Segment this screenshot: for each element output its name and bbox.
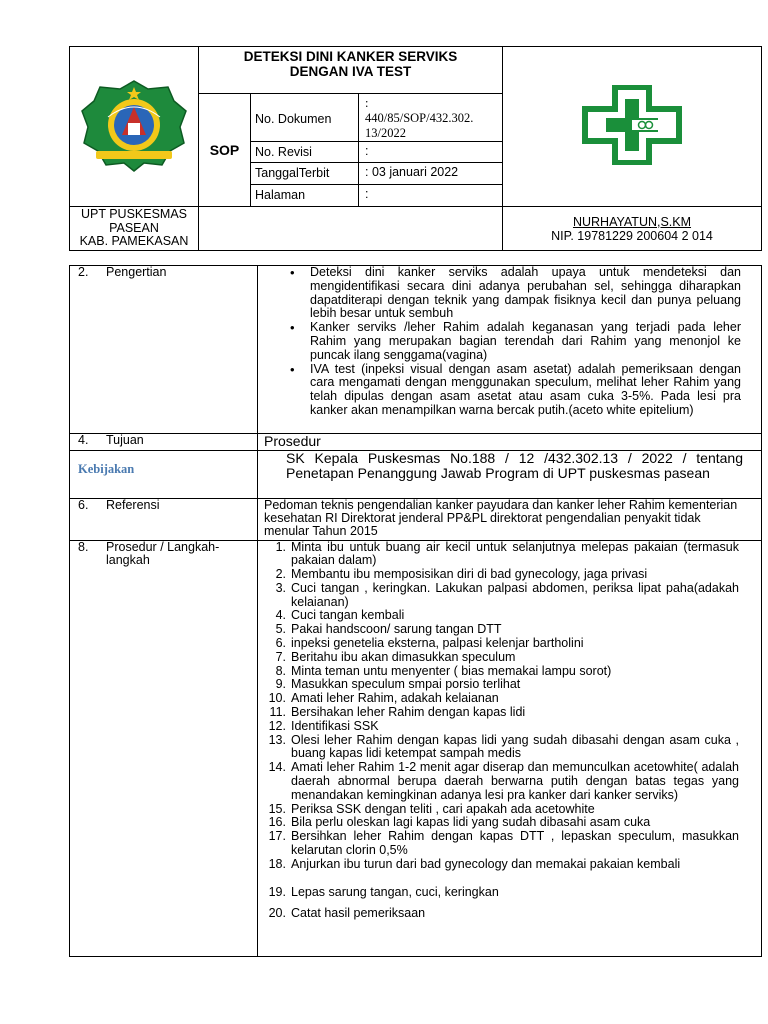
step-text: Olesi leher Rahim dengan kapas lidi yang sudah dibasahi dengan asam cuka , buang kapas lidi ketempat sampah medis	[291, 732, 739, 761]
list-item	[258, 541, 739, 569]
sop-header-table	[69, 46, 762, 251]
step-text: Anjurkan ibu turun dari bad gynecology dan memakai pakaian kembali	[291, 856, 681, 871]
list-item: • IVA test (inpeksi visual dengan asam asetat) adalah pemeriksaan dengan cara mengamati dengan menggunakan speculum, melihat leher Rahim yang telah dipulas dengan asam asetat atau asam cuka 3-5%. Pada lesi pra kanker akan menampilkan warna bercak putih.(aceto white epitelium)	[310, 363, 741, 418]
title-line-2: DENGAN IVA TEST	[289, 64, 412, 79]
signer-block	[503, 207, 762, 251]
step-text: Amati leher Rahim 1-2 menit agar diserap dan memunculkan acetowhite( adalah daerah abnormal berupa daerah berwarna putih dengan batas tegas yang menandakan kemingkinan adanya lesi pra kanker dari kanker serviks)	[291, 760, 739, 802]
prosedur-content	[258, 540, 762, 956]
title-line-1: DETEKSI DINI KANKER SERVIKS	[243, 49, 458, 64]
row-referensi	[70, 498, 762, 540]
sop-body-table	[69, 265, 762, 957]
list-item: • Deteksi dini kanker serviks adalah upaya untuk mendeteksi dan mengidentifikasi secara dini adanya perubahan sel, sehingga diharapkan dapatditerapi dengan teknik yang dampak fisiknya kecil dan punya peluang lebih besar untuk sembuh	[310, 266, 741, 321]
step-number: 6.	[275, 636, 286, 651]
step-number: 9.	[275, 677, 286, 692]
list-item	[258, 803, 739, 817]
step-number: 8.	[275, 663, 286, 678]
step-text: Minta teman untu menyenter ( bias memakai lampu sorot)	[291, 663, 612, 678]
section-number: 2.	[78, 265, 89, 279]
list-item	[258, 623, 739, 637]
right-logo-cell	[503, 47, 762, 207]
step-text: Pakai handscoon/ sarung tangan DTT	[291, 622, 502, 637]
revision-value: :	[359, 142, 503, 163]
signer-nip: NIP. 19781229 200604 2 014	[551, 228, 713, 243]
tujuan-content: Prosedur	[258, 434, 762, 451]
step-number: 2.	[275, 567, 286, 582]
signer-name: NURHAYATUN,S.KM	[572, 214, 692, 229]
step-number: 13.	[268, 732, 286, 747]
step-text: Bila perlu oleskan lagi kapas lidi yang sudah dibasahi asam cuka	[291, 815, 651, 830]
row-prosedur	[70, 540, 762, 956]
step-text: Lepas sarung tangan, cuci, keringkan	[291, 884, 499, 899]
section-number: 6.	[78, 497, 89, 512]
issue-date-value: : 03 januari 2022	[359, 163, 503, 185]
step-text: inpeksi genetelia eksterna, palpasi kelenjar bartholini	[291, 636, 584, 651]
organization-name: UPT PUSKESMAS PASEAN KAB. PAMEKASAN	[70, 207, 199, 251]
list-item	[258, 761, 739, 802]
step-number: 12.	[268, 718, 286, 733]
step-text: Bersihkan leher Rahim dengan kapas DTT , lepaskan speculum, masukkan kelarutan clorin 0,5%	[291, 829, 739, 858]
step-number: 18.	[268, 856, 286, 871]
regency-seal-icon	[78, 77, 190, 173]
step-number: 10.	[268, 691, 286, 706]
document-title	[199, 47, 503, 94]
section-number: 4.	[78, 433, 89, 447]
doc-number-label: No. Dokumen	[251, 94, 359, 142]
list-item	[258, 720, 739, 734]
list-item	[258, 692, 739, 706]
row-kebijakan	[70, 450, 762, 498]
section-label: Referensi	[106, 497, 160, 512]
step-text: Identifikasi SSK	[291, 718, 379, 733]
list-item	[258, 582, 739, 610]
step-text: Minta ibu untuk buang air kecil untuk selanjutnya melepas pakaian (termasuk pakaian dalam)	[291, 539, 739, 568]
list-item	[258, 665, 739, 679]
list-item	[258, 886, 739, 900]
pengertian-content	[258, 266, 762, 434]
section-label: Prosedur / Langkah-langkah	[106, 539, 220, 568]
step-number: 19.	[268, 884, 286, 899]
step-text: Masukkan speculum smpai porsio terlihat	[291, 677, 521, 692]
list-item	[258, 706, 739, 720]
step-text: Periksa SSK dengan teliti , cari apakah ada acetowhite	[291, 801, 595, 816]
step-number: 1.	[275, 539, 286, 554]
list-item	[258, 734, 739, 762]
step-text: Bersihakan leher Rahim dengan kapas lidi	[291, 705, 526, 720]
step-text: Catat hasil pemeriksaan	[291, 906, 426, 921]
step-text: Cuci tangan kembali	[291, 608, 405, 623]
revision-label: No. Revisi	[251, 142, 359, 163]
step-number: 3.	[275, 580, 286, 595]
step-text: Amati leher Rahim, adakah kelaianan	[291, 691, 499, 706]
step-number: 20.	[268, 906, 286, 921]
list-item	[258, 830, 739, 858]
list-item	[258, 678, 739, 692]
page-value: :	[359, 185, 503, 207]
kebijakan-content: SK Kepala Puskesmas No.188 / 12 /432.302.13 / 2022 / tentang Penetapan Penanggung Jawab Program di UPT puskesmas pasean	[258, 450, 762, 498]
blank-signature-area	[199, 207, 503, 251]
list-item	[258, 637, 739, 651]
doc-number-value: : 440/85/SOP/432.302. 13/2022	[359, 94, 503, 142]
list-item	[258, 651, 739, 665]
sop-label: SOP	[199, 94, 251, 207]
list-item	[258, 907, 739, 921]
step-number: 5.	[275, 622, 286, 637]
step-number: 7.	[275, 649, 286, 664]
row-pengertian	[70, 266, 762, 434]
step-number: 11.	[269, 705, 286, 720]
left-logo-cell	[70, 47, 199, 207]
step-number: 4.	[275, 608, 286, 623]
issue-date-label: TanggalTerbit	[251, 163, 359, 185]
list-item	[258, 609, 739, 623]
steps-list	[258, 541, 739, 922]
referensi-content: Pedoman teknis pengendalian kanker payudara dan kanker leher Rahim kementerian kesehatan RI Direktorat jenderal PP&PL direktorat pengendalian penyakit tidak menular Tahun 2015	[258, 498, 762, 540]
step-number: 17.	[268, 829, 286, 844]
list-item	[258, 816, 739, 830]
row-tujuan	[70, 434, 762, 451]
step-number: 14.	[268, 760, 286, 775]
list-item: • Kanker serviks /leher Rahim adalah keganasan yang terjadi pada leher Rahim yang merupakan bagian terendah dari Rahim yang menonjol ke puncak ilang senggama(vagina)	[310, 321, 741, 362]
list-item	[258, 858, 739, 872]
puskesmas-cross-icon	[582, 85, 682, 165]
kebijakan-label: Kebijakan	[70, 450, 258, 498]
step-text: Cuci tangan , keringkan. Lakukan palpasi abdomen, periksa lipat paha(adakah kelaianan)	[291, 580, 739, 609]
step-text: Membantu ibu memposisikan diri di bad gynecology, jaga privasi	[291, 567, 648, 582]
section-number: 8.	[78, 539, 89, 554]
step-number: 16.	[268, 815, 286, 830]
step-number: 15.	[268, 801, 286, 816]
section-label: Pengertian	[106, 265, 167, 279]
page-label: Halaman	[251, 185, 359, 207]
step-text: Beritahu ibu akan dimasukkan speculum	[291, 649, 516, 664]
section-label: Tujuan	[106, 433, 144, 447]
list-item	[258, 568, 739, 582]
